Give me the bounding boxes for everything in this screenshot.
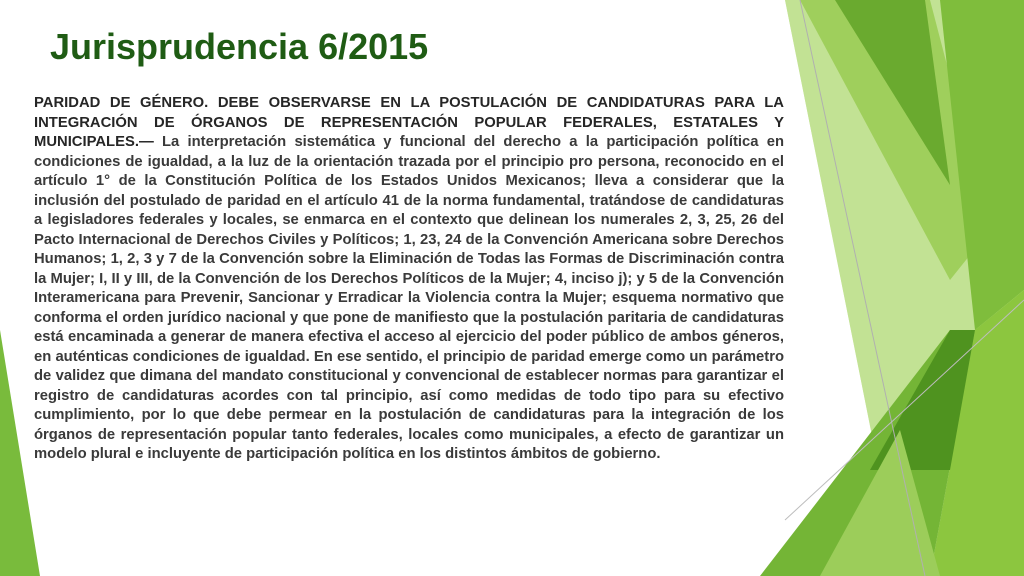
jurisprudence-body: La interpretación sistemática y funcional del derecho a la participación política en condiciones de igualdad, a la luz de la orientación trazada por el principio pro persona, reconocido en el artículo 1° de la Constitución Política de los Estados Unidos Mexicanos; lleva a considerar que la inclusión del postulado de paridad en el artículo 41 de la norma fundamental, tratándose de candidaturas a legisladores federales y locales, se enmarca en el contexto que delinean los numerales 2, 3, 25, 26 del Pacto Internacional de Derechos Civiles y Políticos; 1, 23, 24 de la Convención Americana sobre Derechos Humanos; 1, 2, 3 y 7 de la Convención sobre la Eliminación de Todas las Formas de Discriminación contra la Mujer; I, II y III, de la Convención de los Derechos Políticos de la Mujer; 4, inciso j); y 5 de la Convención Interamericana para Prevenir, Sancionar y Erradicar la Violencia contra la Mujer; esquema normativo que conforma el orden jurídico nacional y que pone de manifiesto que la postulación paritaria de candidaturas está encaminada a generar de manera efectiva el acceso al ejercicio del poder público de ambos géneros, en auténticas condiciones de igualdad. En ese sentido, el principio de paridad emerge como un parámetro de validez que dimana del mandato constitucional y convencional de establecer normas para garantizar el registro de candidaturas acordes con tal principio, así como medidas de todo tipo para su efectivo cumplimiento, por lo que debe permear en la postulación de candidaturas para la integración de los órganos de representación popular tanto federales, locales como municipales, a efecto de garantizar un modelo plural e incluyente de participación política en los distintos ámbitos de gobierno. [34, 134, 784, 462]
jurisprudence-text [34, 94, 784, 465]
jurisprudence-heading: PARIDAD DE GÉNERO. DEBE OBSERVARSE EN LA POSTULACIÓN DE CANDIDATURAS PARA LA INTEGRACIÓN DE ÓRGANOS DE REPRESENTACIÓN POPULAR FEDERALES, ESTATALES Y MUNICIPALES.— [34, 95, 784, 150]
slide-title: Jurisprudencia 6/2015 [50, 26, 429, 67]
